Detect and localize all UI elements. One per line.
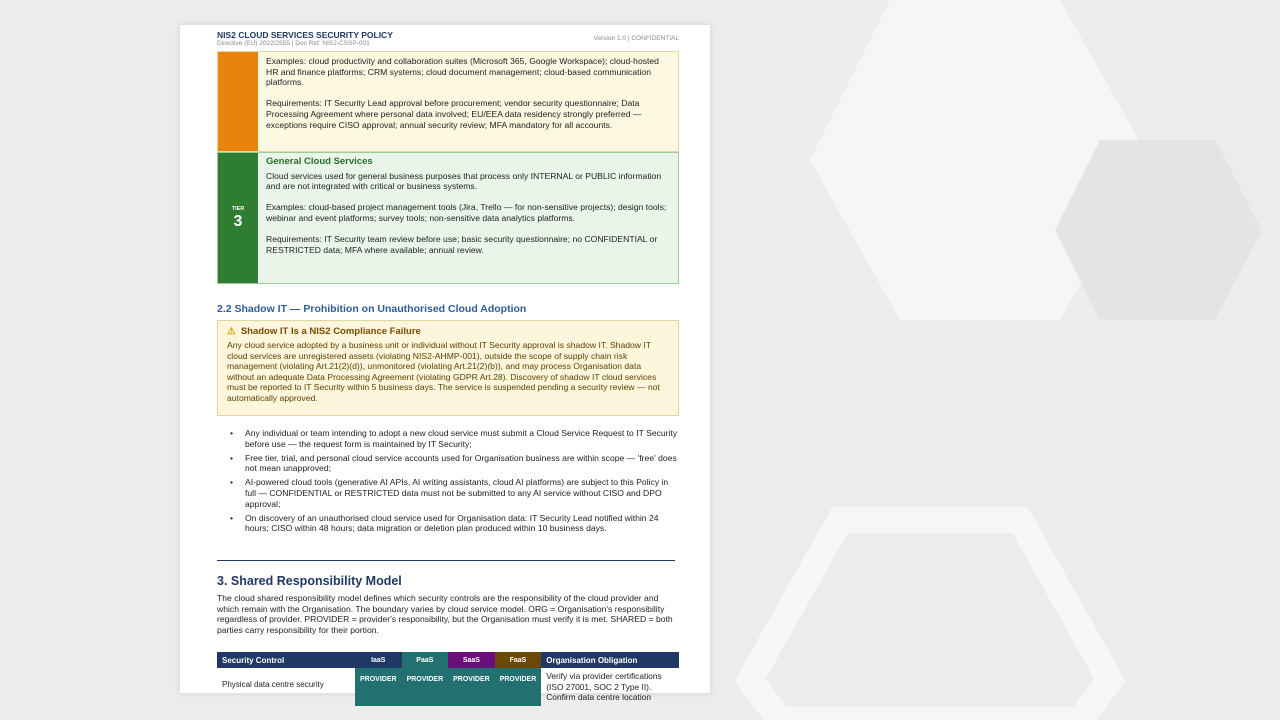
tier-3-box	[217, 152, 679, 284]
list-item: • Free tier, trial, and personal cloud service accounts used for Organisation business are within scope — 'free' does not mean unapproved;	[230, 453, 680, 474]
section-3-paragraph: The cloud shared responsibility model defines which security controls are the responsibility of the cloud provider and which remain with the Organisation. The boundary varies by cloud service model. ORG = Organisation's responsibility regardless of provider. PROVIDER = provider's responsibility, but the Organisation must verify it is met. SHARED = both parties carry responsibility for their portion.	[217, 593, 673, 635]
doc-subtitle: Directive (EU) 2022/2555 | Doc Ref: NIS2-CSSP-001	[217, 40, 370, 47]
shadow-it-list	[230, 428, 680, 537]
warning-title: Shadow IT Is a NIS2 Compliance Failure	[240, 326, 421, 337]
list-item: • Any individual or team intending to adopt a new cloud service must submit a Cloud Service Request to IT Security before use — the request form is maintained by IT Security;	[230, 428, 680, 449]
section-3-heading: 3. Shared Responsibility Model	[217, 574, 402, 588]
cell-control: Physical data centre security	[222, 680, 324, 689]
cell-paas: PROVIDER	[402, 668, 449, 706]
tier-3-examples: Examples: cloud-based project management tools (Jira, Trello — for non-sensitive projects); design tools; webinar and event platforms; survey tools; non-sensitive data analytics platforms.	[266, 202, 667, 223]
document-page	[180, 25, 710, 702]
tier-label: TIER	[231, 206, 245, 212]
cell-faas: PROVIDER	[495, 668, 542, 706]
tier-2-strip	[218, 52, 258, 151]
tier-2-requirements: Requirements: IT Security Lead approval before procurement; vendor security questionnaire; Data Processing Agreement where personal data involved; EU/EEA data residency strongly preferred — exceptions require CISO approval; annual security review; MFA mandatory for all accounts.	[266, 98, 642, 130]
warning-text: Any cloud service adopted by a business unit or individual without IT Security approval is shadow IT. Shadow IT cloud services are unregistered assets (violating NIS2-AHMP-001), outside the scope of supply chain risk management (violating Art.21(2)(d)), unmonitored (violating Art.21(2)(b)), and may process Organisation data without an adequate Data Processing Agreement (violating GDPR Art.28). Discovery of shadow IT cloud services must be reported to IT Security within 5 business days. The service is suspended pending a security review — not automatically approved.	[227, 340, 660, 403]
tier-3-requirements: Requirements: IT Security team review before use; basic security questionnaire; no CONFIDENTIAL or RESTRICTED data; MFA where available; annual review.	[266, 234, 658, 255]
cell-iaas: PROVIDER	[355, 668, 402, 706]
col-faas: FaaS	[495, 652, 542, 668]
cell-saas: PROVIDER	[448, 668, 495, 706]
doc-version: Version 1.0 | CONFIDENTIAL	[593, 35, 679, 42]
list-item: • AI-powered cloud tools (generative AI APIs, AI writing assistants, cloud AI platforms) are subject to this Policy in full — CONFIDENTIAL or RESTRICTED data must not be submitted to any AI service without CISO and DPO approval;	[230, 477, 680, 509]
tier-2-box	[217, 51, 679, 152]
col-obligation: Organisation Obligation	[541, 652, 679, 668]
tier-3-strip	[218, 153, 258, 283]
tier-2-examples: Examples: cloud productivity and collaboration suites (Microsoft 365, Google Workspace); cloud-hosted HR and finance platforms; CRM systems; cloud document management; cloud-based communication platforms.	[266, 56, 659, 88]
section-2-2-heading: 2.2 Shadow IT — Prohibition on Unauthorised Cloud Adoption	[217, 303, 527, 315]
cell-obligation: Verify via provider certifications (ISO 27001, SOC 2 Type II). Confirm data centre location	[546, 671, 662, 702]
warning-icon: ⚠	[227, 326, 236, 337]
tier-3-description: Cloud services used for general business purposes that process only INTERNAL or PUBLIC information and are not integrated with critical or business systems.	[266, 170, 662, 192]
tier-3-title: General Cloud Services	[266, 156, 373, 167]
shared-responsibility-table	[217, 652, 679, 706]
warning-callout	[217, 320, 679, 416]
doc-title: NIS2 CLOUD SERVICES SECURITY POLICY	[217, 30, 393, 40]
tier-number: 3	[233, 213, 243, 230]
section-divider	[217, 560, 675, 561]
table-header-row	[217, 652, 679, 668]
col-saas: SaaS	[448, 652, 495, 668]
col-paas: PaaS	[402, 652, 449, 668]
list-item: • On discovery of an unauthorised cloud service used for Organisation data: IT Security Lead notified within 24 hours; CISO within 48 hours; data migration or deletion plan produced within 10 business days.	[230, 513, 680, 534]
col-iaas: IaaS	[355, 652, 402, 668]
table-row	[217, 668, 679, 706]
col-security-control: Security Control	[217, 652, 355, 668]
